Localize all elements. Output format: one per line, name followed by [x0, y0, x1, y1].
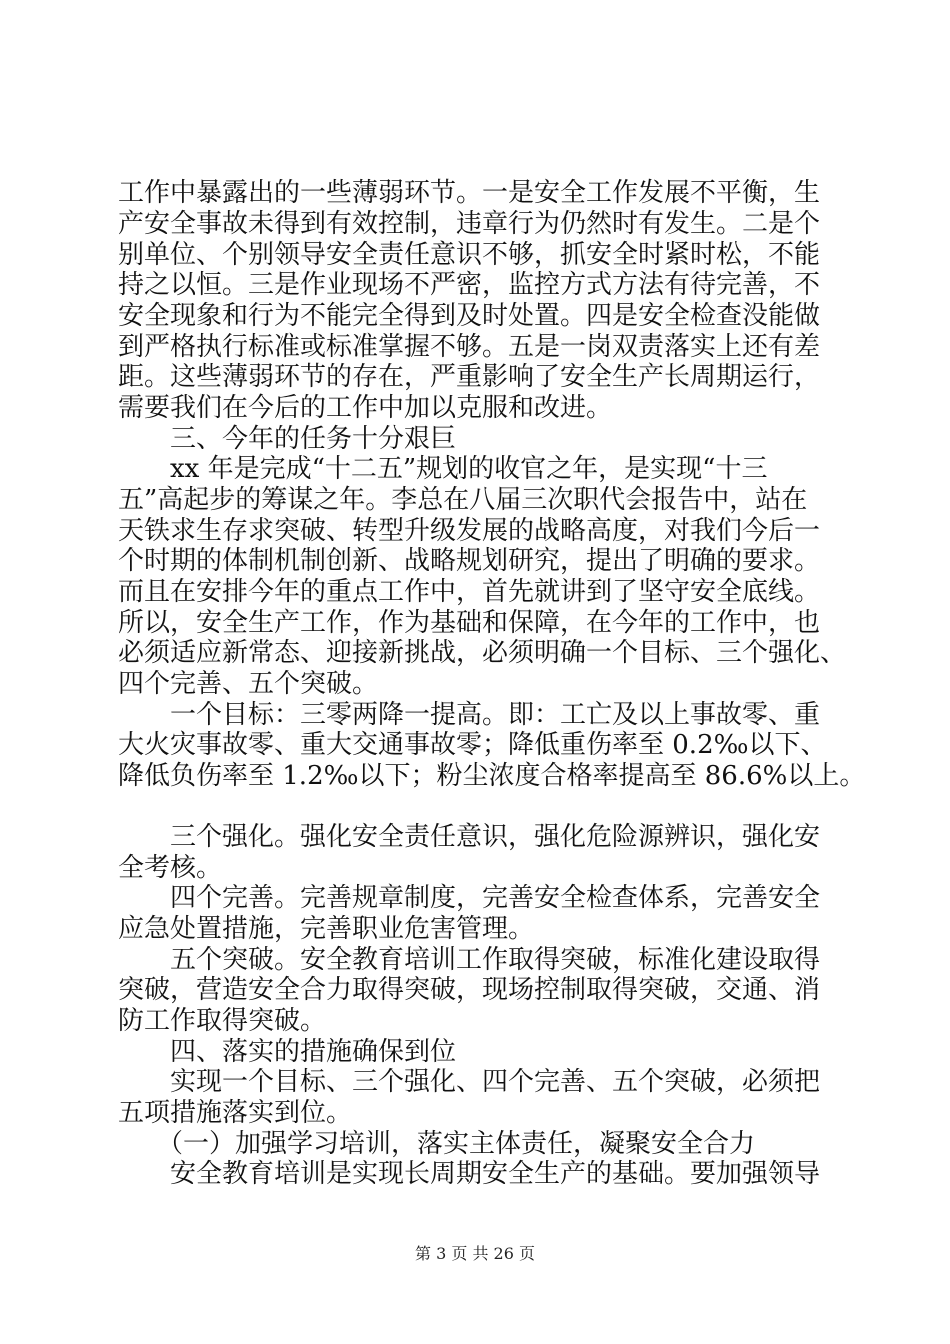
- text-line: 突破，营造安全合力取得突破，现场控制取得突破，交通、消: [118, 975, 821, 1005]
- text-line: 持之以恒。三是作业现场不严密，监控方式方法有待完善，不: [118, 270, 821, 300]
- text-line: 大火灾事故零、重大交通事故零；降低重伤率至 0.2‰以下、: [118, 730, 827, 760]
- text-line: 五项措施落实到位。: [118, 1098, 353, 1128]
- text-line: 三个强化。强化安全责任意识，强化危险源辨识，强化安: [118, 822, 821, 852]
- text-line: 所以，安全生产工作，作为基础和保障，在今年的工作中，也: [118, 608, 821, 638]
- text-line: 防工作取得突破。: [118, 1006, 327, 1036]
- text-line: 四个完善、五个突破。: [118, 669, 379, 699]
- section-heading: 四、落实的措施确保到位: [118, 1037, 457, 1067]
- subsection-heading: （一）加强学习培训，落实主体责任，凝聚安全合力: [118, 1129, 756, 1159]
- text-line: 实现一个目标、三个强化、四个完善、五个突破，必须把: [118, 1067, 821, 1097]
- text-line: 个时期的体制机制创新、战略规划研究，提出了明确的要求。: [118, 546, 821, 576]
- text-line: 别单位、个别领导安全责任意识不够，抓安全时紧时松，不能: [118, 240, 821, 270]
- text-line: 安全现象和行为不能完全得到及时处置。四是安全检查没能做: [118, 301, 821, 331]
- text-line: 天铁求生存求突破、转型升级发展的战略高度，对我们今后一: [118, 516, 821, 546]
- text-line: 距。这些薄弱环节的存在，严重影响了安全生产长周期运行，: [118, 362, 821, 392]
- text-line: 降低负伤率至 1.2‰以下；粉尘浓度合格率提高至 86.6%以上。: [118, 761, 866, 791]
- text-line: xx 年是完成“十二五”规划的收官之年，是实现“十三: [118, 454, 768, 484]
- text-line: 四个完善。完善规章制度，完善安全检查体系，完善安全: [118, 883, 821, 913]
- text-line: 工作中暴露出的一些薄弱环节。一是安全工作发展不平衡，生: [118, 178, 821, 208]
- text-line: 一个目标：三零两降一提高。即：工亡及以上事故零、重: [118, 700, 821, 730]
- text-line: 需要我们在今后的工作中加以克服和改进。: [118, 393, 613, 423]
- text-line: 产安全事故未得到有效控制，违章行为仍然时有发生。二是个: [118, 209, 821, 239]
- page-footer: 第 3 页 共 26 页: [415, 1244, 535, 1263]
- section-heading: 三、今年的任务十分艰巨: [118, 424, 457, 454]
- text-line: 全考核。: [118, 853, 223, 883]
- text-line: 到严格执行标准或标准掌握不够。五是一岗双责落实上还有差: [118, 332, 821, 362]
- text-line: 而且在安排今年的重点工作中，首先就讲到了坚守安全底线。: [118, 577, 821, 607]
- text-line: 五”高起步的筹谋之年。李总在八届三次职代会报告中，站在: [118, 485, 808, 515]
- text-line: 必须适应新常态、迎接新挑战，必须明确一个目标、三个强化、: [118, 638, 847, 668]
- text-line: 安全教育培训是实现长周期安全生产的基础。要加强领导: [118, 1159, 821, 1189]
- text-line: 五个突破。安全教育培训工作取得突破，标准化建设取得: [118, 945, 821, 975]
- text-line: 应急处置措施，完善职业危害管理。: [118, 914, 535, 944]
